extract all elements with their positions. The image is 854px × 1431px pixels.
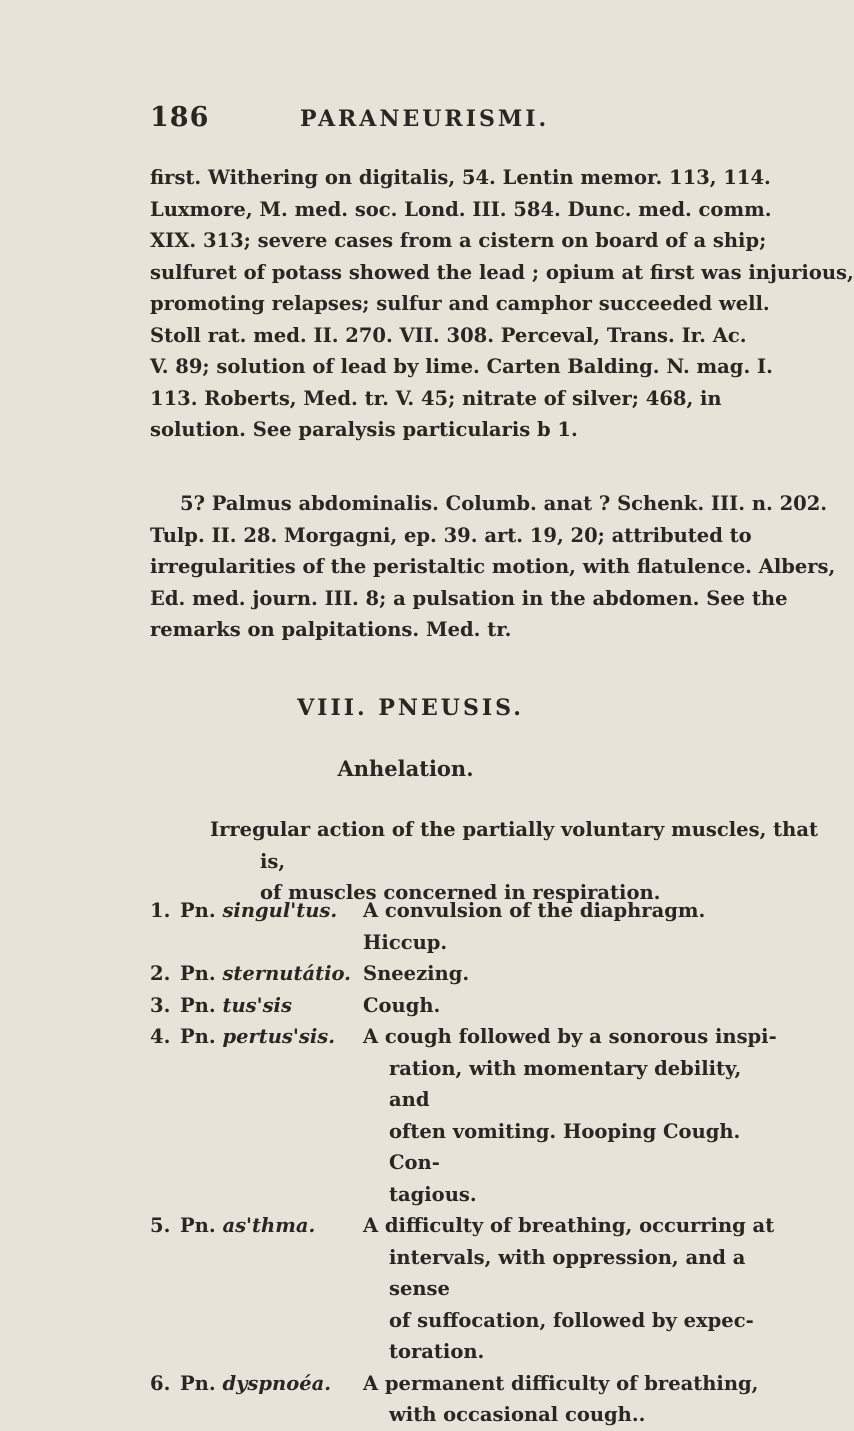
entry-term [180, 1021, 335, 1053]
text-line: Ed. med. journ. III. 8; a pulsation in the abdomen. See the [150, 586, 788, 610]
term-prefix: Pn. [180, 1025, 216, 1048]
text-line: sulfuret of potass showed the lead ; opium at first was injurious, [150, 260, 854, 284]
term-name: pertus'sis. [222, 1025, 336, 1048]
text-line: XIX. 313; severe cases from a cistern on board of a ship; [150, 229, 767, 252]
text-line: first. Withering on digitalis, 54. Lentin memor. 113, 114. [150, 166, 771, 189]
entry-description: of suffocation, followed by expec- [389, 1308, 754, 1332]
term-prefix: Pn. [180, 1371, 216, 1395]
section-heading: VIII. PNEUSIS. [297, 695, 524, 721]
list-item [150, 895, 780, 958]
text-line: V. 89; solution of lead by lime. Carten Balding. N. mag. I. [150, 355, 773, 378]
entry-term [180, 990, 292, 1022]
term-name: as'thma. [222, 1214, 316, 1237]
entry-number: 4. [150, 1025, 171, 1048]
entry-number: 2. [150, 962, 171, 985]
entry-term [180, 958, 351, 990]
term-name: singul'tus. [222, 899, 338, 922]
entry-description: ration, with momentary debility, and [389, 1056, 742, 1111]
text-line: Tulp. II. 28. Morgagni, ep. 39. art. 19, 20; attributed to [150, 523, 752, 547]
list-item [150, 958, 780, 990]
running-head [0, 102, 801, 138]
entry-number: 5. [150, 1214, 171, 1237]
list-item [150, 1368, 780, 1431]
page-number: 186 [150, 102, 210, 133]
text-line: 113. Roberts, Med. tr. V. 45; nitrate of silver; 468, in [150, 386, 722, 410]
entry-description: Cough. [363, 993, 441, 1017]
entry-description: tagious. [389, 1182, 477, 1206]
entry-description: often vomiting. Hooping Cough. Con- [389, 1119, 741, 1174]
entry-description: with occasional cough.. [389, 1403, 646, 1426]
text-line: irregularities of the peristaltic motion, with flatulence. Albers, [150, 555, 836, 578]
entry-term [180, 1368, 331, 1400]
entry-term [180, 895, 337, 927]
entry-number: 3. [150, 993, 171, 1017]
term-prefix: Pn. [180, 962, 216, 985]
list-item [150, 1021, 780, 1210]
definition-line: Irregular action of the partially voluntary muscles, that is, [210, 818, 818, 873]
entry-description: A permanent difficulty of breathing, [363, 1371, 759, 1395]
entry-term [180, 1210, 315, 1242]
entry-description: A cough followed by a sonorous inspi- [363, 1025, 777, 1048]
entry-description: A convulsion of the diaphragm. Hiccup. [363, 899, 706, 954]
list-item [150, 990, 780, 1022]
paragraph-palmus-abdominalis [150, 488, 836, 646]
text-line: promoting relapses; sulfur and camphor succeeded well. [150, 292, 770, 315]
entry-description: A difficulty of breathing, occurring at [363, 1214, 775, 1237]
entry-description: intervals, with oppression, and a sense [389, 1245, 746, 1300]
entry-list [150, 895, 780, 1431]
text-line: solution. See paralysis particularis b 1. [150, 418, 578, 441]
term-prefix: Pn. [180, 993, 216, 1017]
term-prefix: Pn. [180, 1214, 216, 1237]
text-line: remarks on palpitations. Med. tr. [150, 618, 512, 641]
section-subtitle: Anhelation. [337, 756, 474, 781]
term-prefix: Pn. [180, 899, 216, 922]
text-line: 5? Palmus abdominalis. Columb. anat ? Schenk. III. n. 202. [180, 492, 828, 515]
text-line: Stoll rat. med. II. 270. VII. 308. Perceval, Trans. Ir. Ac. [150, 323, 747, 347]
text-line: Luxmore, M. med. soc. Lond. III. 584. Dunc. med. comm. [150, 197, 772, 221]
paragraph-lead-references [150, 162, 854, 446]
entry-number: 6. [150, 1371, 171, 1395]
entry-description: Sneezing. [363, 962, 470, 985]
definition-line: of muscles concerned in respiration. [260, 881, 661, 904]
entry-number: 1. [150, 899, 171, 922]
running-title: PARANEURISMI. [300, 106, 550, 132]
term-name: sternutátio. [222, 962, 351, 985]
term-name: tus'sis [222, 993, 292, 1017]
list-item [150, 1210, 780, 1368]
term-name: dyspnoéa. [222, 1371, 332, 1395]
entry-description: toration. [389, 1340, 485, 1363]
